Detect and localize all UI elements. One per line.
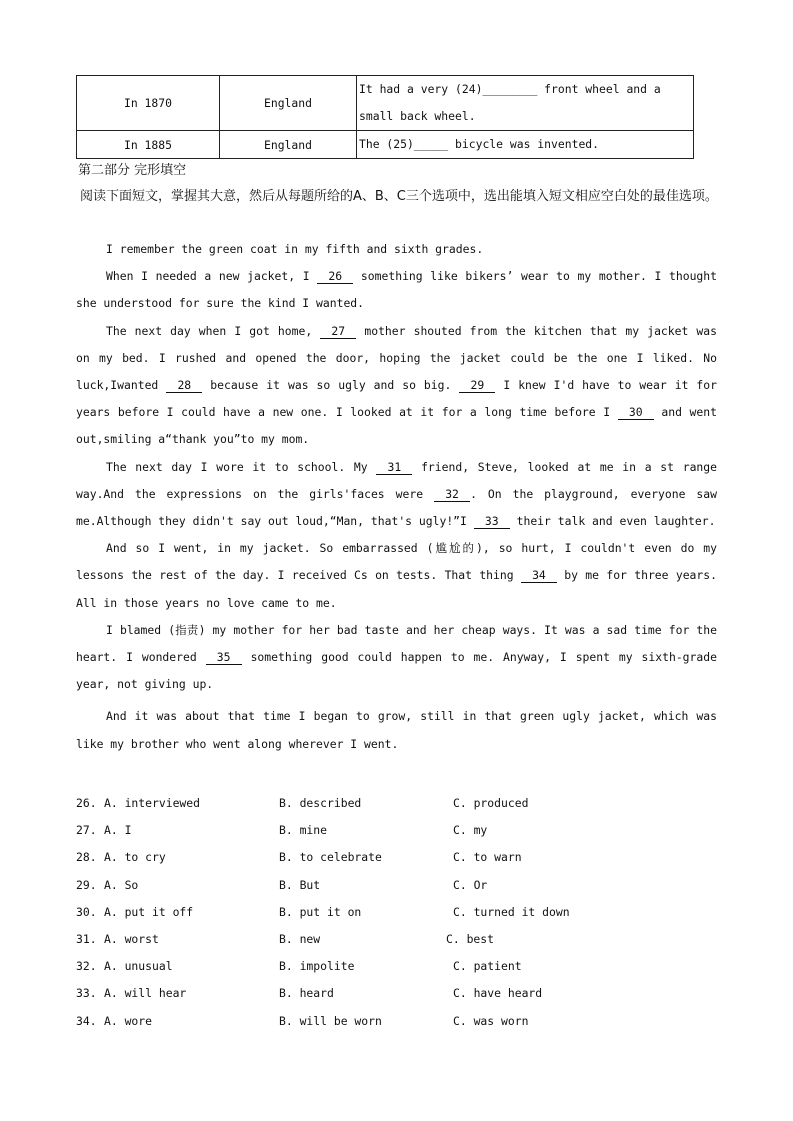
passage-paragraph [76, 535, 717, 617]
answer-options [76, 790, 716, 1035]
blank-35: 35 [206, 650, 242, 665]
option-a: A. to cry [104, 850, 166, 865]
passage-text: And it was about that time I began to grow, still in that green ugly jacket, which was like my brother who went along wherever I went. [76, 709, 717, 751]
question-number: 26. [76, 796, 97, 810]
option-a: A. put it off [104, 904, 194, 919]
option-b: B. But [279, 877, 321, 892]
passage-paragraph [76, 617, 717, 699]
passage-text: And so I went, in my jacket. So embarrassed (尴尬的), so hurt, I couldn't even do my lessons the rest of the day. I received Cs on tests. That thing [76, 541, 717, 583]
option-a: A. wore [104, 1013, 153, 1028]
blank-33: 33 [474, 514, 510, 529]
option-c: C. to warn [453, 850, 522, 865]
option-a: A. worst [104, 931, 159, 946]
question-row [76, 817, 716, 844]
option-c: C. best [446, 931, 495, 946]
table-cell-year: In 1870 [77, 76, 220, 131]
question-number: 30. [76, 904, 97, 919]
table-row [77, 76, 694, 131]
passage-text: The next day when I got home, [106, 323, 321, 338]
question-number: 27. [76, 823, 97, 838]
blank-29: 29 [459, 378, 495, 393]
cloze-passage [76, 236, 717, 758]
table-cell-description: The (25)_____ bicycle was invented. [357, 131, 694, 159]
passage-text: mother shouted from the kitchen that my jacket was on my bed. I rushed and opened the door, hoping the jacket could be the one I liked. No luck,Iwanted [76, 323, 718, 393]
passage-paragraph [76, 703, 717, 757]
passage-text: their talk and even laughter. [509, 514, 716, 529]
passage-text: The next day I wore it to school. My [106, 459, 377, 474]
option-b: B. to celebrate [279, 850, 382, 865]
question-row [76, 790, 716, 817]
option-c: C. have heard [453, 986, 543, 1001]
option-c: C. turned it down [453, 904, 570, 919]
history-table [76, 75, 694, 159]
passage-text: something good could happen to me. Anyway, I spent my sixth-grade year, not giving up. [76, 650, 717, 692]
question-row [76, 953, 716, 980]
question-number: 29. [76, 877, 97, 892]
passage-text: by me for three years. All in those years no love came to me. [76, 568, 717, 610]
option-c: C. produced [453, 796, 529, 810]
option-c: C. was worn [453, 1013, 529, 1028]
option-b: B. heard [279, 986, 334, 1001]
question-row [76, 844, 716, 871]
option-a: A. So [104, 877, 139, 892]
blank-27: 27 [320, 324, 356, 339]
option-b: B. described [279, 796, 362, 810]
passage-text: friend, Steve, looked at me in a st range way.And the expressions on the girls'faces were [76, 459, 717, 501]
option-a: A. I [104, 823, 132, 838]
blank-26: 26 [317, 269, 353, 284]
option-b: B. mine [279, 823, 328, 838]
table-cell-place: England [220, 76, 357, 131]
passage-paragraph [76, 236, 717, 263]
question-number: 34. [76, 1013, 97, 1028]
table-cell-description: It had a very (24)________ front wheel and a small back wheel. [357, 76, 694, 131]
option-a: A. interviewed [104, 796, 201, 810]
blank-34: 34 [521, 568, 557, 583]
passage-text: I remember the green coat in my fifth and sixth grades. [106, 242, 484, 256]
option-b: B. will be worn [279, 1013, 382, 1028]
option-a: A. unusual [104, 959, 173, 974]
question-number: 32. [76, 959, 97, 974]
table-cell-year: In 1885 [77, 131, 220, 159]
passage-paragraph [76, 318, 717, 454]
passage-text: I blamed (指责) my mother for her bad taste and her cheap ways. It was a sad time for the heart. I wondered [76, 622, 717, 665]
question-row [76, 980, 716, 1007]
passage-text: . On the playground, everyone saw me.Although they didn't say out loud,“Man, that's ugly!”I [76, 486, 717, 529]
option-b: B. impolite [279, 959, 355, 974]
option-b: B. new [279, 931, 321, 946]
passage-text: I knew I'd have to wear it for years before I could have a new one. I looked at it for a long time before I [76, 378, 717, 420]
option-c: C. my [453, 823, 488, 838]
blank-31: 31 [376, 460, 412, 475]
option-a: A. will hear [104, 986, 187, 1001]
option-b: B. put it on [279, 904, 362, 919]
blank-28: 28 [166, 378, 202, 393]
table-cell-place: England [220, 131, 357, 159]
passage-paragraph [76, 454, 717, 536]
question-number: 31. [76, 931, 97, 946]
section-instruction: 阅读下面短文，掌握其大意，然后从每题所给的A、B、C三个选项中，选出能填入短文相应空白处的最佳选项。 [80, 189, 718, 204]
option-c: C. patient [453, 959, 522, 974]
question-row [76, 899, 716, 926]
table-row [77, 131, 694, 159]
passage-paragraph [76, 263, 717, 317]
passage-text: When I needed a new jacket, I [106, 269, 318, 284]
passage-text: because it was so ugly and so big. [202, 378, 460, 393]
blank-32: 32 [434, 487, 470, 502]
passage-text: something like bikers’ wear to my mother. I thought she understood for sure the kind I wanted. [76, 269, 718, 311]
passage-text: and went out,smiling a“thank you”to my mom. [76, 405, 717, 447]
section-title: 第二部分 完形填空 [78, 163, 187, 178]
question-number: 33. [76, 986, 97, 1001]
option-c: C. Or [453, 877, 488, 892]
question-number: 28. [76, 850, 97, 865]
blank-30: 30 [618, 405, 654, 420]
question-row [76, 872, 716, 899]
question-row [76, 1008, 716, 1035]
question-row [76, 926, 716, 953]
